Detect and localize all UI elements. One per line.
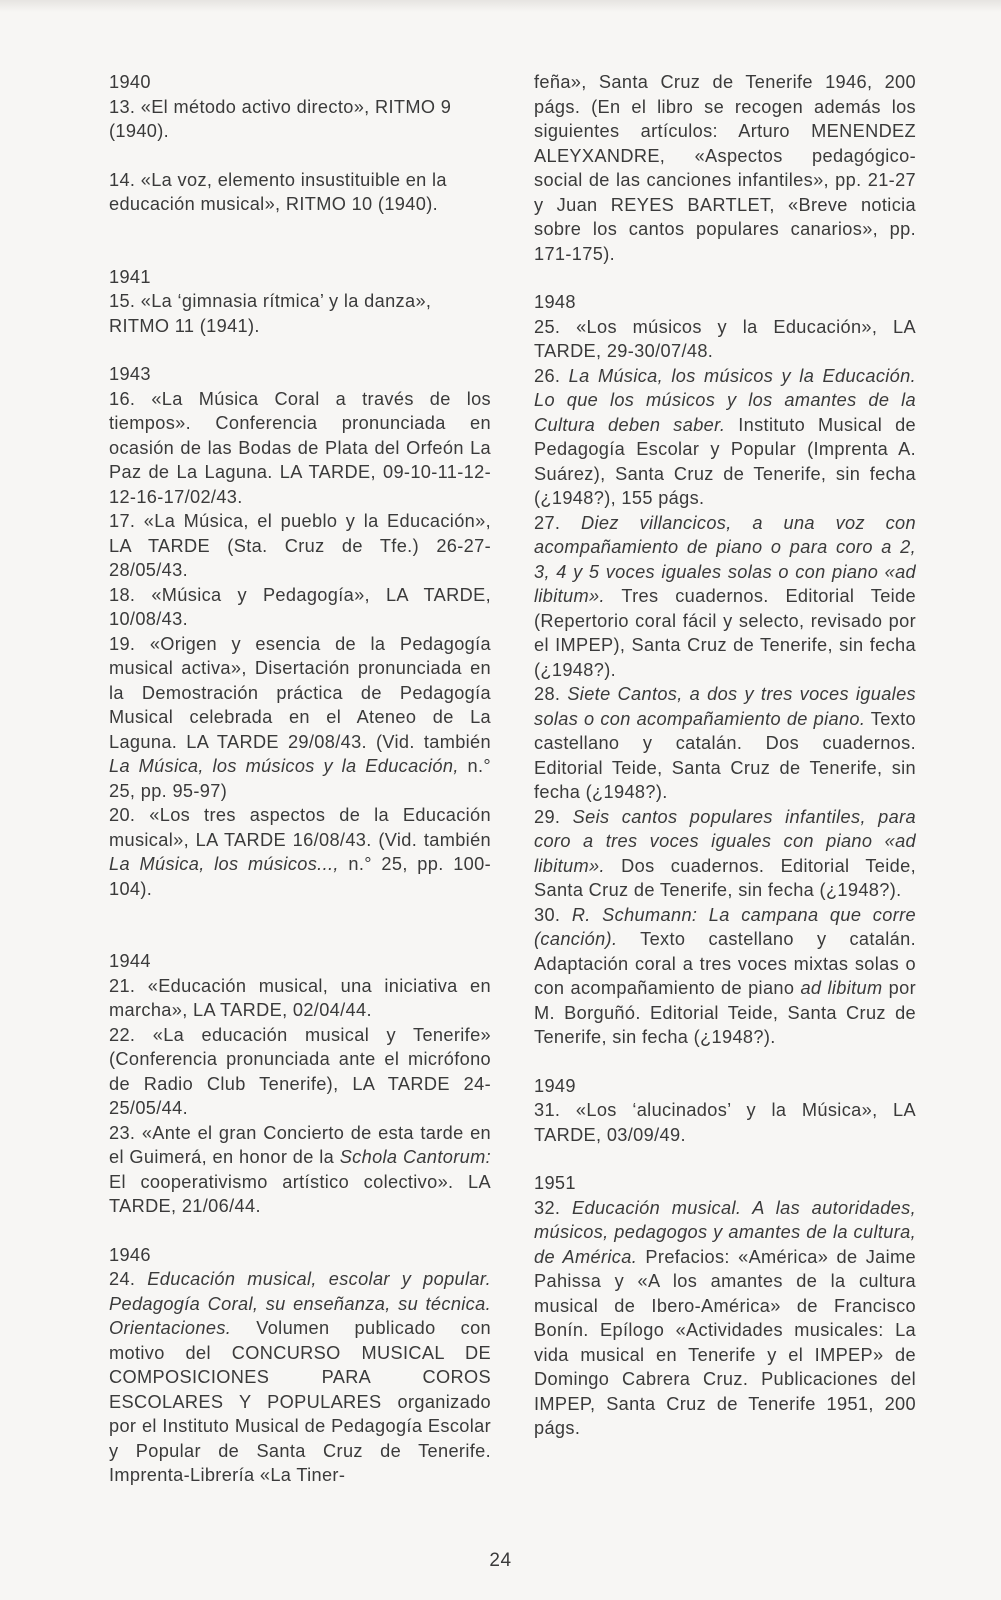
year-heading-1946: 1946 bbox=[109, 1244, 151, 1265]
year-heading-1943: 1943 bbox=[109, 364, 151, 384]
year-heading-1940: 1940 bbox=[109, 72, 151, 92]
bibliography-entry-26 bbox=[534, 364, 916, 511]
bibliography-entry-27 bbox=[534, 511, 916, 683]
entry-19-title: La Música, los músicos y la Educación, bbox=[109, 756, 459, 776]
entry-20-ref: n.° 25, pp. 100-104). bbox=[109, 854, 491, 899]
entry-29-rest: Dos cuadernos. Editorial Teide, Santa Cruz de Tenerife, sin fecha (¿1948?). bbox=[534, 855, 916, 900]
bibliography-entry-31: 31. «Los ‘alucinados’ y la Música», LA TARDE, 03/09/49. bbox=[534, 1100, 916, 1145]
entry-30-title: R. Schumann: La campana que corre (canción). bbox=[534, 904, 916, 949]
year-heading-1951: 1951 bbox=[534, 1173, 576, 1193]
bibliography-entry-19 bbox=[109, 632, 491, 804]
entry-32-title: Educación musical. A las autoridades, músicos, pedagogos y amantes de la cultura, de América. bbox=[534, 1197, 916, 1267]
bibliography-entry-18: 18. «Música y Pedagogía», LA TARDE, 10/08/43. bbox=[109, 584, 491, 629]
entry-32-number: 32. bbox=[534, 1197, 572, 1218]
year-heading-1949: 1949 bbox=[534, 1075, 576, 1096]
year-heading-1948: 1948 bbox=[534, 292, 576, 312]
page-number: 24 bbox=[489, 1550, 512, 1571]
entry-26-rest: Instituto Musical de Pedagogía Escolar y Popular (Imprenta A. Suárez), Santa Cruz de Tenerife, sin fecha (¿1948?), 155 págs. bbox=[534, 414, 916, 508]
entry-19-ref: n.° 25, pp. 95-97) bbox=[109, 756, 491, 801]
entry-32-rest: Prefacios: «América» de Jaime Pahissa y «A los amantes de la cultura musical de Ibero-América» de Francisco Bonín. Epílogo «Actividades musicales: La vida musical en Tenerife y el IMPEP» de Domingo Cabrera Cruz. Publicaciones del IMPEP, Santa Cruz de Tenerife 1951, 200 págs. bbox=[534, 1246, 916, 1438]
entry-30-text: Texto castellano y catalán. Adaptación coral a tres voces mixtas solas o con acompañamiento de piano bbox=[534, 929, 916, 998]
entry-29-number: 29. bbox=[534, 806, 573, 827]
entry-30-rest: por M. Borguñó. Editorial Teide, Santa Cruz de Tenerife, sin fecha (¿1948?). bbox=[534, 978, 916, 1047]
entry-28-title: Siete Cantos, a dos y tres voces iguales solas o con acompañamiento de piano. bbox=[534, 684, 916, 729]
page-edge-shadow bbox=[0, 0, 1001, 12]
bibliography-entry-24 bbox=[109, 1267, 491, 1488]
entry-27-title: Diez villancicos, a una voz con acompañamiento de piano o para coro a 2, 3, 4 y 5 voces iguales solas o con piano «ad libitum». bbox=[534, 512, 916, 606]
bibliography-entry-28 bbox=[534, 682, 916, 805]
right-column bbox=[534, 70, 916, 1441]
entry-24-rest: Volumen publicado con motivo del CONCURSO MUSICAL DE COMPOSICIONES PARA COROS ESCOLARES Y POPULARES organizado por el Instituto Musical de Pedagogía Escolar y Popular de Santa Cruz de Tenerife. Imprenta-Librería «La Tiner- bbox=[109, 1318, 491, 1485]
entry-27-number: 27. bbox=[534, 512, 582, 533]
entry-19-text: 19. «Origen y esencia de la Pedagogía musical activa», Disertación pronunciada en la Demostración práctica de Pedagogía Musical celebrada en el Ateneo de La Laguna. LA TARDE 29/08/43. (Vid. también bbox=[109, 633, 491, 752]
bibliography-entry-14: 14. «La voz, elemento insustituible en la educación musical», RITMO 10 (1940). bbox=[109, 169, 447, 214]
left-column bbox=[109, 70, 491, 1488]
entry-30-ad-libitum: ad libitum bbox=[800, 978, 883, 998]
entry-26-title: La Música, los músicos y la Educación. Lo que los músicos y los amantes de la Cultura deben saber. bbox=[534, 365, 916, 435]
entry-23-rest: El cooperativismo artístico colectivo». LA TARDE, 21/06/44. bbox=[109, 1171, 491, 1216]
entry-26-number: 26. bbox=[534, 365, 569, 386]
entry-27-rest: Tres cuadernos. Editorial Teide (Repertorio coral fácil y selecto, revisado por el IMPEP), Santa Cruz de Tenerife, sin fecha (¿1948?). bbox=[534, 586, 916, 680]
year-heading-1941: 1941 bbox=[109, 266, 151, 287]
entry-23-text: 23. «Ante el gran Concierto de esta tarde en el Guimerá, en honor de la bbox=[109, 1122, 491, 1167]
bibliography-entry-29 bbox=[534, 805, 916, 903]
bibliography-entry-13: 13. «El método activo directo», RITMO 9 (1940). bbox=[109, 96, 452, 141]
bibliography-entry-16: 16. «La Música Coral a través de los tiempos». Conferencia pronunciada en ocasión de las Bodas de Plata del Orfeón La Paz de La Laguna. LA TARDE, 09-10-11-12-12-16-17/02/43. bbox=[109, 388, 491, 507]
bibliography-entry-24-continued: feña», Santa Cruz de Tenerife 1946, 200 págs. (En el libro se recogen además los siguientes artículos: Arturo MENENDEZ ALEYXANDRE, «Aspectos pedagógico-social de las canciones infantiles», pp. 21-27 y Juan REYES BARTLET, «Breve noticia sobre los cantos populares canarios», pp. 171-175). bbox=[534, 72, 916, 264]
bibliography-entry-20 bbox=[109, 803, 491, 901]
bibliography-entry-21: 21. «Educación musical, una iniciativa en marcha», LA TARDE, 02/04/44. bbox=[109, 975, 491, 1020]
bibliography-entry-23 bbox=[109, 1121, 491, 1219]
entry-28-number: 28. bbox=[534, 684, 568, 704]
entry-30-number: 30. bbox=[534, 904, 572, 925]
entry-24-number: 24. bbox=[109, 1269, 148, 1289]
entry-24-title: Educación musical, escolar y popular. Pedagogía Coral, su enseñanza, su técnica. Orientaciones. bbox=[109, 1269, 491, 1338]
year-heading-1944: 1944 bbox=[109, 951, 151, 971]
entry-28-rest: Texto castellano y catalán. Dos cuadernos. Editorial Teide, Santa Cruz de Tenerife, sin fecha (¿1948?). bbox=[534, 708, 916, 802]
bibliography-entry-22: 22. «La educación musical y Tenerife» (Conferencia pronunciada ante el micrófono de Radio Club Tenerife), LA TARDE 24-25/05/44. bbox=[109, 1024, 491, 1118]
entry-20-title: La Música, los músicos..., bbox=[109, 854, 339, 874]
entry-20-text: 20. «Los tres aspectos de la Educación musical», LA TARDE 16/08/43. (Vid. también bbox=[109, 805, 491, 850]
bibliography-entry-15: 15. «La ‘gimnasia rítmica’ y la danza», RITMO 11 (1941). bbox=[109, 291, 432, 336]
bibliography-entry-25: 25. «Los músicos y la Educación», LA TARDE, 29-30/07/48. bbox=[534, 316, 916, 361]
entry-23-title: Schola Cantorum: bbox=[339, 1147, 491, 1167]
bibliography-entry-30 bbox=[534, 903, 916, 1050]
entry-29-title: Seis cantos populares infantiles, para coro a tres voces iguales con piano «ad libitum». bbox=[534, 806, 916, 876]
bibliography-entry-32 bbox=[534, 1196, 916, 1441]
bibliography-entry-17: 17. «La Música, el pueblo y la Educación», LA TARDE (Sta. Cruz de Tfe.) 26-27-28/05/43. bbox=[109, 511, 491, 580]
